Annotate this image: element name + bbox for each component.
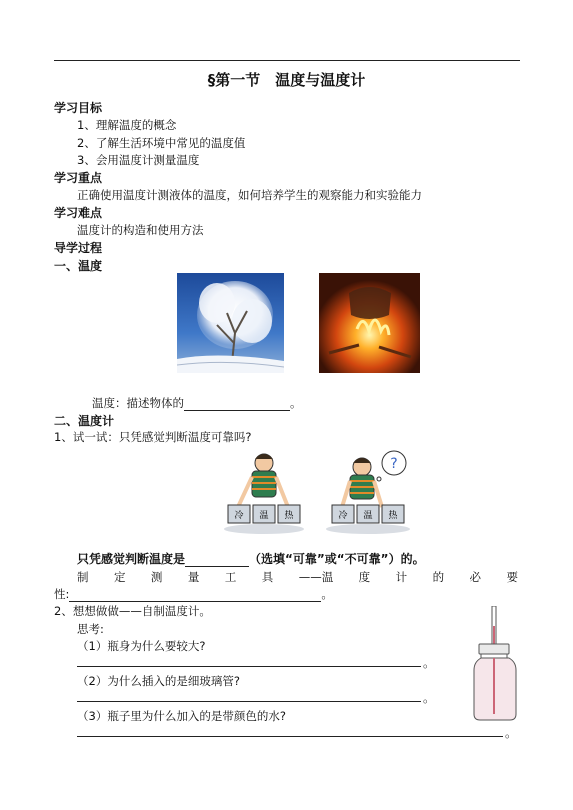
section2-heading: 二、温度计 <box>54 414 115 428</box>
judge-suffix: （选填“可靠”或“不可靠”）的。 <box>249 552 425 566</box>
key-points-heading: 学习重点 <box>54 171 103 185</box>
svg-text:?: ? <box>390 456 398 472</box>
difficulties-heading: 学习难点 <box>54 206 103 220</box>
tool-char-8: 度 <box>358 570 371 584</box>
snow-tree-image <box>177 273 284 373</box>
temperature-fill-prefix: 温度：描述物体的 <box>92 396 184 410</box>
tool-line2-suffix: 。 <box>321 587 333 601</box>
page-title: §第一节 温度与温度计 <box>207 71 366 89</box>
answer-line-2[interactable] <box>77 701 421 702</box>
process-heading: 导学过程 <box>54 241 103 255</box>
tool-line2-prefix: 性: <box>54 587 70 601</box>
try-it-question: 1、试一试：只凭感觉判断温度可靠吗? <box>54 430 252 444</box>
judge-prefix: 只凭感觉判断温度是 <box>77 552 186 566</box>
bowl-label-cold: 冷 <box>234 511 244 521</box>
bowl-label-warm-2: 温 <box>363 511 373 521</box>
bowl-label-warm: 温 <box>259 511 269 521</box>
tool-char-2: 定 <box>113 570 126 584</box>
temperature-blank[interactable] <box>184 398 290 411</box>
temperature-fill-suffix: 。 <box>290 396 302 410</box>
judge-blank[interactable] <box>185 554 249 567</box>
objective-item-1: 1、理解温度的概念 <box>77 118 177 132</box>
answer-3-period: 。 <box>505 726 518 740</box>
judge-fill-line <box>77 550 425 567</box>
fire-image <box>319 273 420 373</box>
tool-necessity-line <box>77 569 518 585</box>
make-thermometer-text: 2、想想做做——自制温度计。 <box>54 604 211 618</box>
bowl-label-cold-2: 冷 <box>338 511 348 521</box>
question-1: （1）瓶身为什么要较大? <box>77 639 206 653</box>
tool-char-10: 的 <box>432 570 445 584</box>
answer-line-1[interactable] <box>77 666 421 667</box>
difficulties-text: 温度计的构造和使用方法 <box>77 223 204 237</box>
tool-char-3: 测 <box>150 570 163 584</box>
tool-char-12: 要 <box>506 570 518 584</box>
bowl-label-hot: 热 <box>284 511 294 521</box>
tool-line-2 <box>54 586 333 602</box>
key-points-text: 正确使用温度计测液体的温度，如何培养学生的观察能力和实验能力 <box>77 188 422 202</box>
tool-char-5: 工 <box>224 570 237 584</box>
tool-char-4: 量 <box>187 570 200 584</box>
answer-2-period: 。 <box>423 691 436 705</box>
homemade-thermometer-bottle <box>470 606 520 722</box>
temperature-fill-line <box>92 395 302 411</box>
tool-char-7: ——温 <box>298 570 334 584</box>
thinking-boy-illustration <box>324 449 414 535</box>
tool-char-9: 计 <box>395 570 408 584</box>
tool-char-1: 制 <box>77 570 89 584</box>
necessity-blank[interactable] <box>69 589 321 602</box>
objective-item-3: 3、会用温度计测量温度 <box>77 153 200 167</box>
tool-char-11: 必 <box>469 570 482 584</box>
section1-heading: 一、温度 <box>54 259 103 273</box>
hands-in-water-illustration <box>222 449 306 535</box>
answer-line-3[interactable] <box>77 736 503 737</box>
tool-char-6: 具 <box>261 570 274 584</box>
bowl-label-hot-2: 热 <box>388 511 398 521</box>
answer-1-period: 。 <box>423 656 436 670</box>
think-label: 思考: <box>77 622 104 636</box>
objective-item-2: 2、了解生活环境中常见的温度值 <box>77 136 246 150</box>
objectives-heading: 学习目标 <box>54 101 103 115</box>
header-rule <box>54 60 520 61</box>
question-2: （2）为什么插入的是细玻璃管? <box>77 674 240 688</box>
question-3: （3）瓶子里为什么加入的是带颜色的水? <box>77 709 286 723</box>
